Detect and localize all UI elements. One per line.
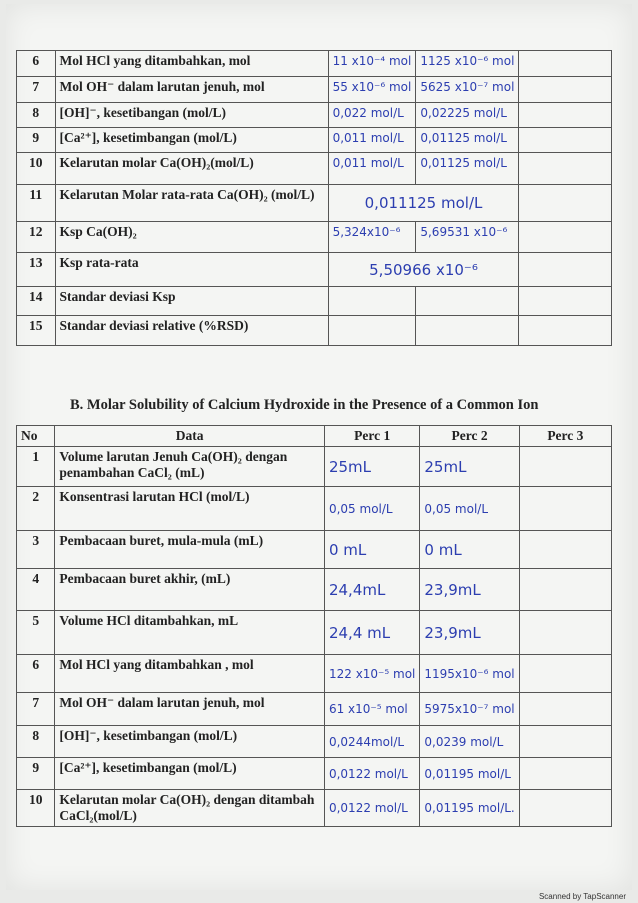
row-label-text: Standar deviasi relative (%RSD) — [59, 318, 249, 333]
table-row — [17, 128, 612, 153]
perc1-value — [324, 531, 419, 569]
perc1-value-text: 0,022 mol/L — [332, 106, 404, 120]
row-label — [55, 253, 328, 287]
perc2-value-text: 0,05 mol/L — [424, 501, 489, 516]
row-label-text: Pembacaan buret, mula-mula (mL) — [59, 533, 264, 548]
row-label — [55, 611, 325, 655]
perc2-value-text: 23,9mL — [424, 580, 481, 599]
perc1-value — [328, 77, 416, 103]
row-label-text: Mol HCl yang ditambahkan , mol — [59, 657, 254, 672]
table-row — [17, 185, 612, 222]
row-number — [17, 185, 56, 222]
perc2-value — [420, 790, 519, 827]
row-label — [55, 51, 328, 77]
table-row — [17, 531, 612, 569]
perc2-value-text: 0,02225 mol/L — [420, 106, 507, 120]
table-row — [17, 611, 612, 655]
perc2-value-text: 0,01125 mol/L — [420, 131, 507, 145]
perc3-value — [519, 611, 611, 655]
row-label — [55, 693, 325, 726]
row-label — [55, 726, 325, 758]
row-number-text: 1 — [32, 449, 40, 464]
perc2-value — [420, 655, 519, 693]
row-label — [55, 153, 328, 185]
header-data: Data — [55, 426, 325, 447]
merged-value-text: 0,011125 mol/L — [364, 194, 483, 212]
perc3-value — [519, 487, 611, 531]
row-number-text: 7 — [32, 79, 40, 94]
table-row — [17, 222, 612, 253]
perc1-value-text: 0,011 mol/L — [332, 131, 404, 145]
row-label — [55, 185, 328, 222]
row-label-text: Mol OH⁻ dalam larutan jenuh, mol — [59, 79, 265, 94]
section-b-title: B. Molar Solubility of Calcium Hydroxide in the Presence of a Common Ion — [70, 397, 539, 413]
row-label-text: Volume HCl ditambahkan, mL — [59, 613, 239, 628]
perc1-value — [324, 693, 419, 726]
perc2-value — [420, 726, 519, 758]
perc2-value-text: 0,0239 mol/L — [424, 734, 504, 749]
perc1-value-text: 24,4mL — [328, 580, 386, 599]
perc1-value — [324, 447, 419, 487]
row-number — [17, 790, 55, 827]
row-number — [17, 487, 55, 531]
header-no: No — [17, 426, 55, 447]
perc2-value-text: 0,01125 mol/L — [420, 156, 507, 170]
row-number-text: 9 — [32, 760, 40, 775]
perc2-value — [420, 693, 519, 726]
row-number-text: 8 — [32, 105, 40, 120]
row-label-text: [Ca²⁺], kesetimbangan (mol/L) — [59, 130, 237, 145]
perc2-value-text: 5625 x10⁻⁷ mol — [420, 80, 515, 94]
table-row — [17, 487, 612, 531]
perc2-value-text: 1125 x10⁻⁶ mol — [420, 54, 515, 68]
row-number-text: 11 — [29, 187, 43, 202]
header-perc2: Perc 2 — [420, 426, 519, 447]
perc1-value-text: 55 x10⁻⁶ mol — [332, 80, 412, 94]
row-label-text: [Ca²⁺], kesetimbangan (mol/L) — [59, 760, 237, 775]
row-number — [17, 758, 55, 790]
perc1-value — [324, 487, 419, 531]
perc1-value-text: 122 x10⁻⁵ mol — [328, 666, 416, 681]
row-number-text: 4 — [32, 571, 40, 586]
row-number — [17, 569, 55, 611]
row-number — [17, 77, 56, 103]
perc3-value — [519, 316, 612, 346]
row-label — [55, 103, 328, 128]
row-number-text: 9 — [32, 130, 40, 145]
perc3-value — [519, 51, 612, 77]
row-number — [17, 531, 55, 569]
row-label-text: Mol OH⁻ dalam larutan jenuh, mol — [59, 695, 265, 710]
perc3-value — [519, 569, 611, 611]
scanner-footer: Scanned by TapScanner — [538, 892, 626, 901]
perc1-value — [328, 287, 416, 316]
perc2-value — [416, 103, 519, 128]
header-perc3: Perc 3 — [519, 426, 611, 447]
perc2-value-text: 23,9mL — [424, 623, 481, 642]
row-number — [17, 51, 56, 77]
table-row — [17, 153, 612, 185]
perc2-value — [420, 487, 519, 531]
perc2-value — [416, 128, 519, 153]
table-row — [17, 726, 612, 758]
row-label — [55, 569, 325, 611]
row-number-text: 13 — [29, 255, 43, 270]
row-label-text: Standar deviasi Ksp — [59, 289, 176, 304]
perc1-value-text: 0,05 mol/L — [328, 501, 393, 516]
row-number — [17, 287, 56, 316]
row-number-text: 7 — [32, 695, 40, 710]
row-label — [55, 447, 325, 487]
perc3-value — [519, 153, 612, 185]
perc2-value-text: 5,69531 x10⁻⁶ — [420, 225, 508, 239]
perc1-value-text: 24,4 mL — [328, 623, 391, 642]
perc2-value — [420, 758, 519, 790]
table-row — [17, 447, 612, 487]
perc2-value — [416, 77, 519, 103]
row-label — [55, 790, 325, 827]
perc3-value — [519, 128, 612, 153]
perc1-value-text: 25mL — [328, 457, 372, 476]
row-label-text: [OH]⁻, kesetimbangan (mol/L) — [59, 728, 238, 743]
perc3-value — [519, 222, 612, 253]
row-label — [55, 128, 328, 153]
row-number — [17, 153, 56, 185]
perc1-value — [328, 51, 416, 77]
table-row — [17, 51, 612, 77]
row-number-text: 2 — [32, 489, 40, 504]
perc1-value-text: 0,0122 mol/L — [328, 766, 408, 781]
table-row — [17, 316, 612, 346]
row-number-text: 15 — [29, 318, 43, 333]
row-label-text: [OH]⁻, kesetibangan (mol/L) — [59, 105, 227, 120]
perc2-value — [420, 611, 519, 655]
row-label-text: Kelarutan molar Ca(OH)₂ dengan ditambah CaCl₂(mol/L) — [59, 792, 315, 823]
row-label — [55, 487, 325, 531]
row-number — [17, 611, 55, 655]
table-row — [17, 103, 612, 128]
row-number-text: 12 — [29, 224, 43, 239]
perc2-value-text: 1195x10⁻⁶ mol — [424, 666, 515, 681]
perc3-value — [519, 655, 611, 693]
row-number — [17, 253, 56, 287]
perc2-value — [416, 287, 519, 316]
row-number — [17, 316, 56, 346]
row-number — [17, 103, 56, 128]
row-label-text: Kelarutan molar Ca(OH)₂(mol/L) — [59, 155, 254, 170]
perc3-value — [519, 77, 612, 103]
table-row — [17, 655, 612, 693]
table-b — [16, 425, 612, 827]
row-label — [55, 77, 328, 103]
perc1-value-text: 11 x10⁻⁴ mol — [332, 54, 412, 68]
row-label-text: Ksp Ca(OH)₂ — [59, 224, 137, 239]
perc2-value — [420, 569, 519, 611]
row-label — [55, 222, 328, 253]
row-number — [17, 655, 55, 693]
perc1-value-text: 5,324x10⁻⁶ — [332, 225, 401, 239]
perc2-value-text: 0 mL — [424, 540, 462, 559]
perc1-value — [328, 153, 416, 185]
perc3-value — [519, 693, 611, 726]
table-row — [17, 569, 612, 611]
row-number-text: 10 — [29, 155, 43, 170]
table-row — [17, 693, 612, 726]
perc2-value — [416, 51, 519, 77]
row-label — [55, 287, 328, 316]
perc1-value — [324, 569, 419, 611]
perc3-value — [519, 103, 612, 128]
perc3-value — [519, 531, 611, 569]
table-a — [16, 50, 612, 346]
perc3-value — [519, 790, 611, 827]
row-number-text: 6 — [32, 657, 40, 672]
perc1-value — [324, 655, 419, 693]
row-number — [17, 726, 55, 758]
perc1-value — [328, 103, 416, 128]
perc2-value — [416, 222, 519, 253]
row-number — [17, 128, 56, 153]
perc1-value-text: 0 mL — [328, 540, 367, 559]
perc1-value — [324, 726, 419, 758]
table-b-header — [17, 426, 612, 447]
perc1-value — [328, 222, 416, 253]
row-number-text: 3 — [32, 533, 40, 548]
table-row — [17, 758, 612, 790]
perc3-value — [519, 758, 611, 790]
row-number-text: 10 — [28, 792, 43, 807]
perc1-value-text: 0,011 mol/L — [332, 156, 404, 170]
merged-value-text: 5,50966 x10⁻⁶ — [369, 260, 478, 279]
perc1-value-text: 0,0122 mol/L — [328, 801, 408, 815]
perc2-value — [416, 153, 519, 185]
perc2-value-text: 25mL — [424, 457, 467, 476]
row-number-text: 5 — [32, 613, 40, 628]
perc1-value — [324, 790, 419, 827]
row-label — [55, 758, 325, 790]
row-number — [17, 222, 56, 253]
perc1-value — [328, 128, 416, 153]
perc1-value — [328, 316, 416, 346]
perc3-value — [519, 185, 612, 222]
row-label-text: Pembacaan buret akhir, (mL) — [59, 571, 231, 586]
table-row — [17, 253, 612, 287]
perc2-value — [420, 447, 519, 487]
table-row — [17, 790, 612, 827]
row-label-text: Kelarutan Molar rata-rata Ca(OH)₂ (mol/L) — [59, 187, 315, 202]
header-perc1: Perc 1 — [324, 426, 419, 447]
perc2-value-text: 0,01195 mol/L — [424, 766, 511, 781]
row-label-text: Mol HCl yang ditambahkan, mol — [59, 53, 251, 68]
row-label — [55, 316, 328, 346]
perc3-value — [519, 287, 612, 316]
perc3-value — [519, 253, 612, 287]
row-label — [55, 531, 325, 569]
row-label-text: Ksp rata-rata — [59, 255, 139, 270]
row-label — [55, 655, 325, 693]
table-row — [17, 287, 612, 316]
row-number-text: 8 — [32, 728, 40, 743]
perc1-value — [324, 758, 419, 790]
row-number-text: 6 — [32, 53, 40, 68]
row-number — [17, 693, 55, 726]
perc3-value — [519, 447, 611, 487]
table-row — [17, 77, 612, 103]
row-number-text: 14 — [29, 289, 43, 304]
row-number — [17, 447, 55, 487]
perc2-value — [416, 316, 519, 346]
row-label-text: Volume larutan Jenuh Ca(OH)₂ dengan penambahan CaCl₂ (mL) — [59, 449, 288, 480]
perc1-value-text: 0,0244mol/L — [328, 734, 405, 749]
perc2-value — [420, 531, 519, 569]
perc3-value — [519, 726, 611, 758]
perc2-value-text: 5975x10⁻⁷ mol — [424, 702, 515, 716]
perc1-value — [324, 611, 419, 655]
merged-value — [328, 185, 519, 222]
perc2-value-text: 0,01195 mol/L. — [424, 801, 515, 815]
row-label-text: Konsentrasi larutan HCl (mol/L) — [59, 489, 250, 504]
merged-value — [328, 253, 519, 287]
perc1-value-text: 61 x10⁻⁵ mol — [328, 702, 408, 716]
